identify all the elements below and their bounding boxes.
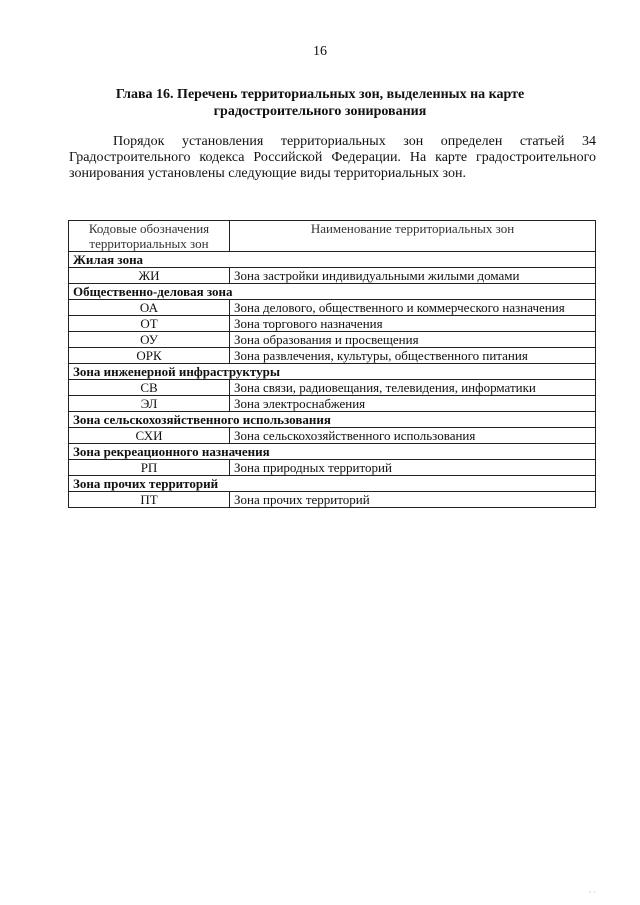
group-title: Зона сельскохозяйственного использования — [69, 412, 596, 428]
zone-code-cell: ЖИ — [69, 268, 230, 284]
zone-code-cell: СХИ — [69, 428, 230, 444]
zone-name-cell: Зона образования и просвещения — [230, 332, 596, 348]
table-row — [69, 268, 596, 284]
table-row — [69, 316, 596, 332]
zone-name-cell: Зона делового, общественного и коммерческого назначения — [230, 300, 596, 316]
table-row — [69, 428, 596, 444]
page-number: 16 — [313, 44, 327, 59]
group-title: Зона прочих территорий — [69, 476, 596, 492]
zone-name-cell: Зона связи, радиовещания, телевидения, информатики — [230, 380, 596, 396]
table-row — [69, 396, 596, 412]
header-code-cell — [69, 221, 230, 252]
zone-name-cell: Зона природных территорий — [230, 460, 596, 476]
header-code-line2: территориальных зон — [89, 236, 209, 251]
table-row — [69, 460, 596, 476]
zone-name-cell: Зона электроснабжения — [230, 396, 596, 412]
zone-name-cell: Зона прочих территорий — [230, 492, 596, 508]
table-row — [69, 380, 596, 396]
group-row — [69, 284, 596, 300]
zone-code-cell: ОРК — [69, 348, 230, 364]
group-title: Жилая зона — [69, 252, 596, 268]
zone-code-cell: ПТ — [69, 492, 230, 508]
zone-code-cell: СВ — [69, 380, 230, 396]
group-title: Зона инженерной инфраструктуры — [69, 364, 596, 380]
zone-name-cell: Зона застройки индивидуальными жилыми домами — [230, 268, 596, 284]
group-title: Общественно-деловая зона — [69, 284, 596, 300]
group-row — [69, 252, 596, 268]
group-row — [69, 444, 596, 460]
zone-name-cell: Зона развлечения, культуры, общественного питания — [230, 348, 596, 364]
zone-name-cell: Зона торгового назначения — [230, 316, 596, 332]
group-row — [69, 364, 596, 380]
zone-code-cell: ОА — [69, 300, 230, 316]
chapter-title — [100, 86, 540, 120]
zone-code-cell: РП — [69, 460, 230, 476]
chapter-title-line2: градостроительного зонирования — [213, 104, 427, 119]
table-row — [69, 332, 596, 348]
group-title: Зона рекреационного назначения — [69, 444, 596, 460]
chapter-title-line1: Глава 16. Перечень территориальных зон, выделенных на карте — [115, 87, 525, 102]
table-row — [69, 492, 596, 508]
zone-code-cell: ОТ — [69, 316, 230, 332]
corner-mark: · · — [588, 888, 596, 897]
intro-paragraph: Порядок установления территориальных зон определен статьей 34 Градостроительного кодекса Российской Федерации. На карте градостроительного зонирования установлены следующие виды территориальных зон. — [69, 134, 596, 181]
zone-code-cell: ОУ — [69, 332, 230, 348]
table-header-row — [69, 221, 596, 252]
zone-name-cell: Зона сельскохозяйственного использования — [230, 428, 596, 444]
group-row — [69, 476, 596, 492]
group-row — [69, 412, 596, 428]
table-row — [69, 300, 596, 316]
zone-code-cell: ЭЛ — [69, 396, 230, 412]
header-name-cell: Наименование территориальных зон — [230, 221, 596, 252]
table-row — [69, 348, 596, 364]
zones-table — [68, 220, 596, 508]
header-code-line1: Кодовые обозначения — [88, 221, 210, 236]
